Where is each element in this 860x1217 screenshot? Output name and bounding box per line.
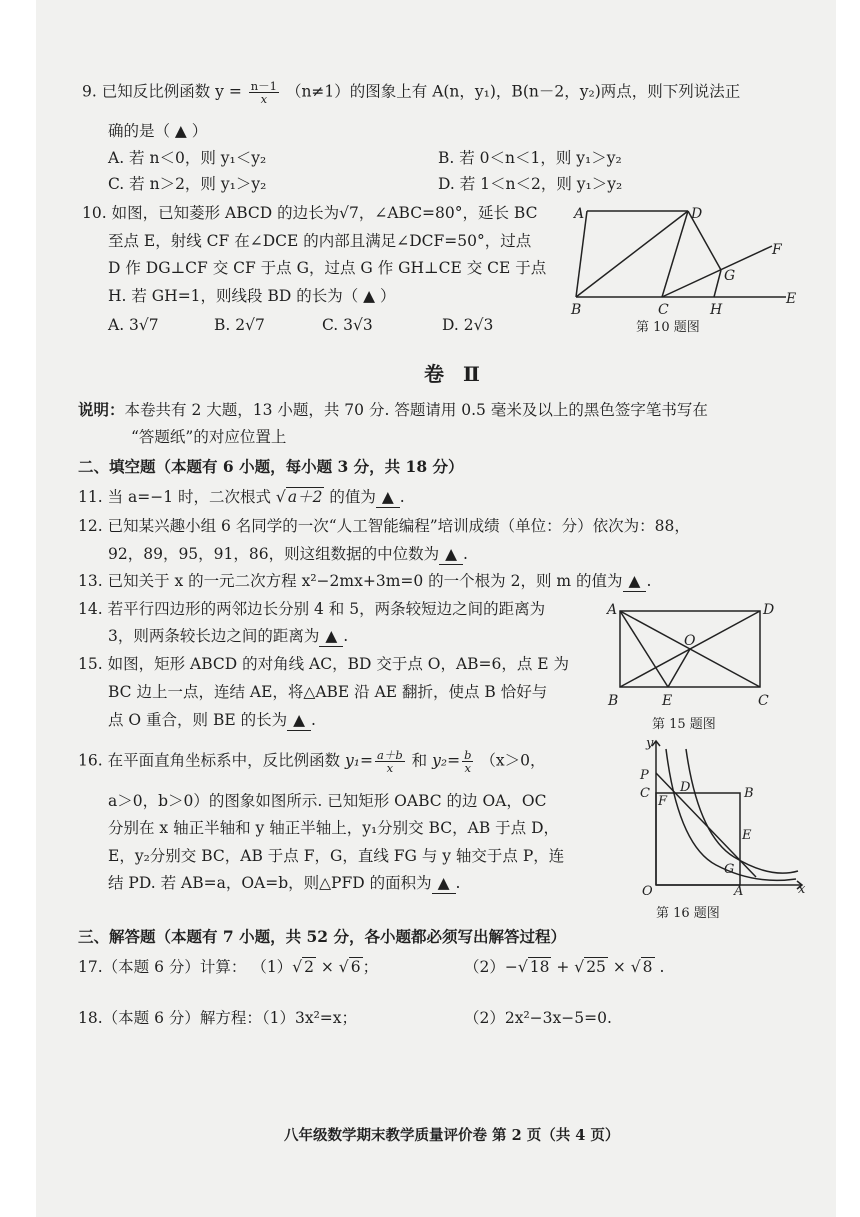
section-note-continued: “答题纸”的对应位置上 xyxy=(131,428,287,446)
q10-option-d: D. 2√3 xyxy=(442,316,494,334)
label-x: x xyxy=(798,882,806,897)
fraction-k: $\frac{n-1}{x}$ xyxy=(250,79,277,106)
part3-heading: 三、解答题（本题有 7 小题，共 52 分，各小题都必须写出解答过程） xyxy=(78,927,566,946)
label-E: E xyxy=(786,291,797,307)
label-G: G xyxy=(724,862,735,877)
figure-q15-caption: 第 15 题图 xyxy=(652,717,716,732)
q9-option-c: C. 若 n＞2，则 y₁＞y₂ xyxy=(108,175,267,193)
question-15-line2: BC 边上一点，连结 AE，将△ABE 沿 AE 翻折，使点 B 恰好与 xyxy=(108,683,548,701)
figure-q10 xyxy=(566,200,806,325)
question-10-line2: 至点 E，射线 CF 在∠DCE 的内部且满足∠DCF=50°，过点 xyxy=(108,232,532,250)
question-17-part2: （2）−√ 18 + √ 25 × √ 8 . xyxy=(464,958,665,976)
question-11: 11. 当 a=−1 时，二次根式 √ a＋2 的值为 ▲ . xyxy=(78,488,405,506)
label-y: y xyxy=(646,736,654,751)
question-16-line3: 分别在 x 轴正半轴和 y 轴正半轴上，y₁分别交 BC，AB 于点 D， xyxy=(108,819,560,837)
label-B: B xyxy=(571,302,582,318)
question-18: 18.（本题 6 分）解方程：（1）3x²=x； xyxy=(78,1009,358,1027)
label-E: E xyxy=(742,828,752,843)
q10-option-a: A. 3√7 xyxy=(108,316,159,334)
question-14-line2: 3，则两条较长边之间的距离为 ▲ . xyxy=(108,627,349,645)
label-C: C xyxy=(758,693,769,709)
question-16-line4: E，y₂分别交 BC，AB 于点 F，G，直线 FG 与 y 轴交于点 P，连 xyxy=(108,847,565,865)
label-G: G xyxy=(724,268,736,284)
exam-page xyxy=(36,0,836,1217)
label-F: F xyxy=(658,794,668,809)
fraction-y1: $\frac{a+b}{x}$ xyxy=(377,748,403,775)
question-15-line3: 点 O 重合，则 BE 的长为 ▲ . xyxy=(108,711,316,729)
label-P: P xyxy=(640,768,649,783)
question-16-line2: a＞0，b＞0）的图象如图所示. 已知矩形 OABC 的边 OA，OC xyxy=(108,792,547,810)
figure-q16-caption: 第 16 题图 xyxy=(656,906,720,921)
q9-option-a: A. 若 n＜0，则 y₁＜y₂ xyxy=(108,149,267,167)
part2-heading: 二、填空题（本题有 6 小题，每小题 3 分，共 18 分） xyxy=(78,457,464,476)
question-15-line1: 15. 如图，矩形 ABCD 的对角线 AC，BD 交于点 O，AB=6，点 E 为 xyxy=(78,655,570,673)
question-10-line1: 10. 如图，已知菱形 ABCD 的边长为√7，∠ABC=80°，延长 BC xyxy=(82,204,538,222)
question-9: 9. 已知反比例函数 y = $\frac{n-1}{x}$ （n≠1）的图象上有 A(n，y₁)，B(n－2，y₂)两点，则下列说法正 xyxy=(82,79,741,106)
label-C: C xyxy=(658,302,669,318)
figure-q10-caption: 第 10 题图 xyxy=(636,320,700,335)
q10-option-c: C. 3√3 xyxy=(322,316,373,334)
label-O: O xyxy=(642,884,653,899)
question-12-line2: 92，89，95，91，86，则这组数据的中位数为 ▲ . xyxy=(108,545,468,563)
fraction-y2: $\frac{b}{x}$ xyxy=(464,748,472,775)
question-10-line3: D 作 DG⊥CF 交 CF 于点 G，过点 G 作 GH⊥CE 交 CE 于点 xyxy=(108,259,547,277)
section-note: 说明：本卷共有 2 大题，13 小题，共 70 分. 答题请用 0.5 毫米及以上的黑色签字笔书写在 xyxy=(78,400,708,419)
question-10-line4: H. 若 GH=1，则线段 BD 的长为（ ▲ ） xyxy=(108,287,396,305)
question-16-line5: 结 PD. 若 AB=a，OA=b，则△PFD 的面积为 ▲ . xyxy=(108,874,461,892)
q9-option-b: B. 若 0＜n＜1，则 y₁＞y₂ xyxy=(438,149,622,167)
label-D: D xyxy=(763,602,775,618)
label-A: A xyxy=(607,602,618,618)
label-C: C xyxy=(640,786,650,801)
label-F: F xyxy=(772,242,782,258)
label-B: B xyxy=(744,786,754,801)
label-D: D xyxy=(680,780,691,795)
question-9-continued: 确的是（ ▲ ） xyxy=(108,122,208,140)
question-16-line1: 16. 在平面直角坐标系中，反比例函数 y₁= $\frac{a+b}{x}$ 和 y₂= $\frac{b}{x}$ （x＞0， xyxy=(78,748,546,775)
q10-option-b: B. 2√7 xyxy=(214,316,265,334)
q9-option-d: D. 若 1＜n＜2，则 y₁＞y₂ xyxy=(438,175,623,193)
label-A: A xyxy=(574,206,585,222)
question-17: 17.（本题 6 分）计算： （1）√ 2 × √ 6 ； xyxy=(78,958,379,976)
label-A: A xyxy=(734,884,744,899)
question-18-part2: （2）2x²−3x−5=0. xyxy=(464,1009,612,1027)
figure-q15 xyxy=(606,600,816,715)
label-B: B xyxy=(608,693,619,709)
label-H: H xyxy=(710,302,723,318)
question-12-line1: 12. 已知某兴趣小组 6 名同学的一次“人工智能编程”培训成绩（单位：分）依次为：88， xyxy=(78,517,690,535)
label-E: E xyxy=(662,693,673,709)
label-O: O xyxy=(684,633,696,649)
page-footer: 八年级数学期末教学质量评价卷 第 2 页（共 4 页） xyxy=(284,1127,620,1144)
section-title: 卷 Ⅱ xyxy=(424,362,486,386)
question-14-line1: 14. 若平行四边形的两邻边长分别 4 和 5，两条较短边之间的距离为 xyxy=(78,600,546,618)
question-13: 13. 已知关于 x 的一元二次方程 x²−2mx+3m=0 的一个根为 2，则 m 的值为 ▲ . xyxy=(78,572,652,590)
label-D: D xyxy=(691,206,703,222)
figure-q16 xyxy=(616,735,816,900)
